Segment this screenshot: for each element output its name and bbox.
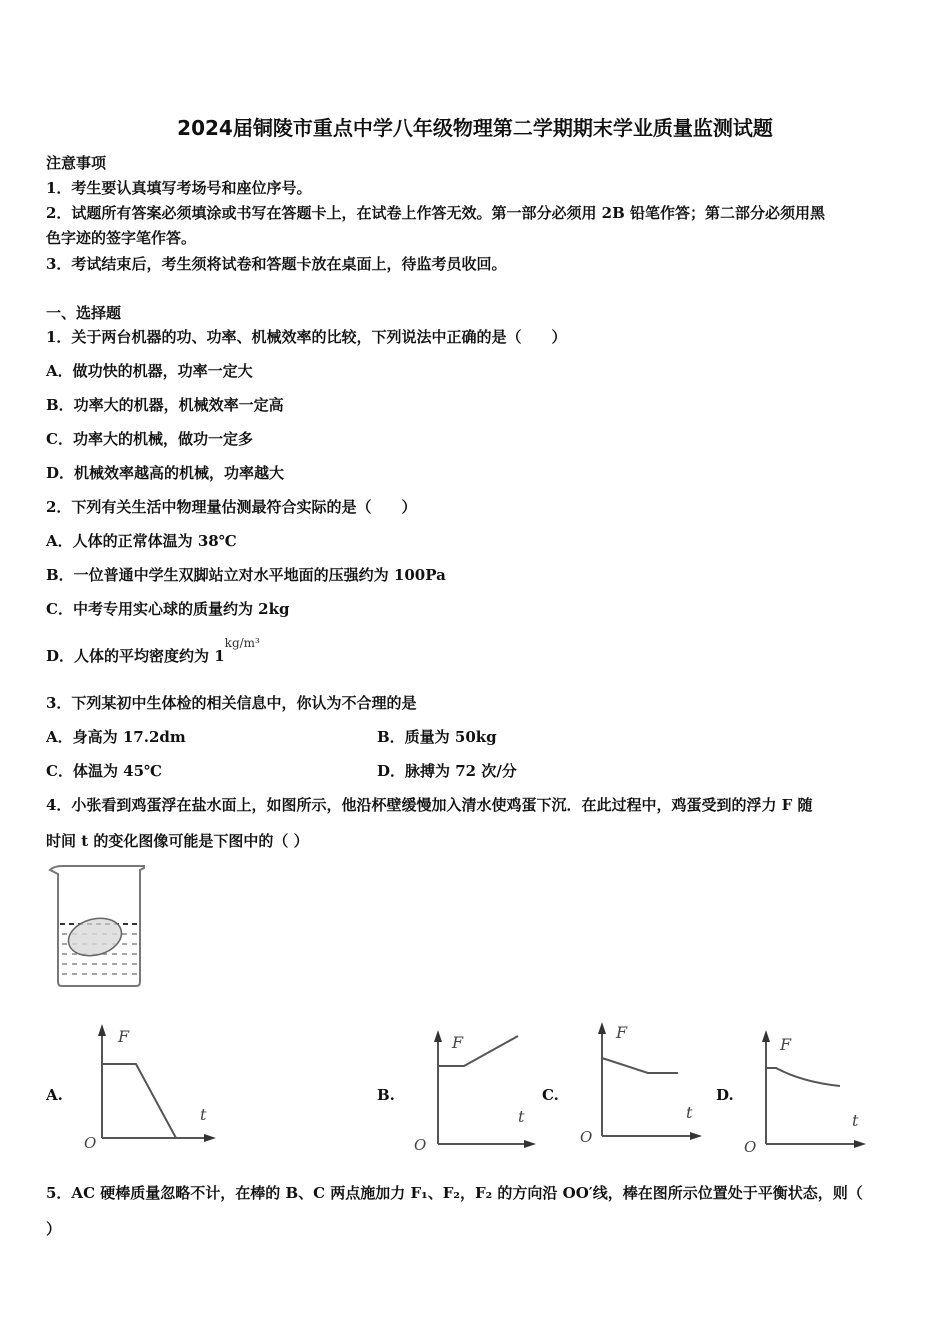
page-title: 2024届铜陵市重点中学八年级物理第二学期期末学业质量监测试题	[177, 116, 773, 140]
figure-label-a: A.	[46, 1086, 63, 1104]
origin-label: O	[744, 1138, 757, 1154]
notice-heading: 注意事项	[46, 154, 107, 172]
graph-d	[742, 1024, 872, 1154]
axis-label-t: t	[686, 1103, 693, 1122]
question-stem: 2．下列有关生活中物理量估测最符合实际的是（ ）	[46, 498, 417, 516]
option: A．做功快的机器，功率一定大	[46, 362, 253, 380]
figure-label-c: C.	[542, 1086, 559, 1104]
axis-label-f: F	[780, 1035, 792, 1054]
axis-label-f: F	[452, 1033, 464, 1052]
origin-label: O	[414, 1136, 427, 1154]
notice-item: 2．试题所有答案必须填涂或书写在答题卡上，在试卷上作答无效。第一部分必须用 2B 铅笔作答；第二部分必须用黑	[46, 204, 826, 222]
option: D．机械效率越高的机械，功率越大	[46, 464, 285, 482]
origin-label: O	[580, 1128, 593, 1146]
option: C．体温为 45℃	[46, 762, 163, 780]
notice-item: 色字迹的签字笔作答。	[46, 229, 197, 247]
option: C．功率大的机械，做功一定多	[46, 430, 253, 448]
beaker-egg-figure	[48, 864, 148, 988]
option	[46, 636, 260, 666]
notice-item: 1．考生要认真填写考场号和座位序号。	[46, 179, 312, 197]
origin-label: O	[84, 1134, 97, 1150]
axis-label-f: F	[118, 1027, 130, 1046]
option: B．功率大的机器，机械效率一定高	[46, 396, 284, 414]
question-stem: 3．下列某初中生体检的相关信息中，你认为不合理的是	[46, 694, 417, 712]
question-stem: 时间 t 的变化图像可能是下图中的（ ）	[46, 832, 309, 850]
graph-c	[578, 1018, 708, 1148]
option: D．脉搏为 72 次/分	[377, 762, 517, 780]
axis-label-t: t	[852, 1111, 859, 1130]
graph-b	[412, 1024, 542, 1154]
option: C．中考专用实心球的质量约为 2kg	[46, 600, 290, 618]
option-text: D．人体的平均密度约为 1	[46, 647, 225, 665]
unit-superscript: kg/m³	[224, 636, 260, 650]
question-stem: 5．AC 硬棒质量忽略不计，在棒的 B、C 两点施加力 F₁、F₂，F₂ 的方向沿 OO′线，棒在图所示位置处于平衡状态，则（	[46, 1184, 863, 1202]
question-stem: 4．小张看到鸡蛋浮在盐水面上，如图所示，他沿杯壁缓慢加入清水使鸡蛋下沉．在此过程中，鸡蛋受到的浮力 F 随	[46, 796, 813, 814]
option: B．一位普通中学生双脚站立对水平地面的压强约为 100Pa	[46, 566, 446, 584]
figure-label-b: B.	[377, 1086, 395, 1104]
axis-label-t: t	[518, 1107, 525, 1126]
option: B．质量为 50kg	[377, 728, 497, 746]
question-stem: 1．关于两台机器的功、功率、机械效率的比较，下列说法中正确的是（ ）	[46, 328, 567, 346]
axis-label-t: t	[200, 1105, 207, 1124]
graph-a	[80, 1020, 220, 1150]
figure-label-d: D.	[716, 1086, 734, 1104]
axis-label-f: F	[616, 1023, 628, 1042]
question-stem: ）	[46, 1220, 62, 1238]
option: A．人体的正常体温为 38℃	[46, 532, 237, 550]
section-heading: 一、选择题	[46, 304, 122, 322]
notice-item: 3．考试结束后，考生须将试卷和答题卡放在桌面上，待监考员收回。	[46, 255, 507, 273]
option: A．身高为 17.2dm	[46, 728, 186, 746]
